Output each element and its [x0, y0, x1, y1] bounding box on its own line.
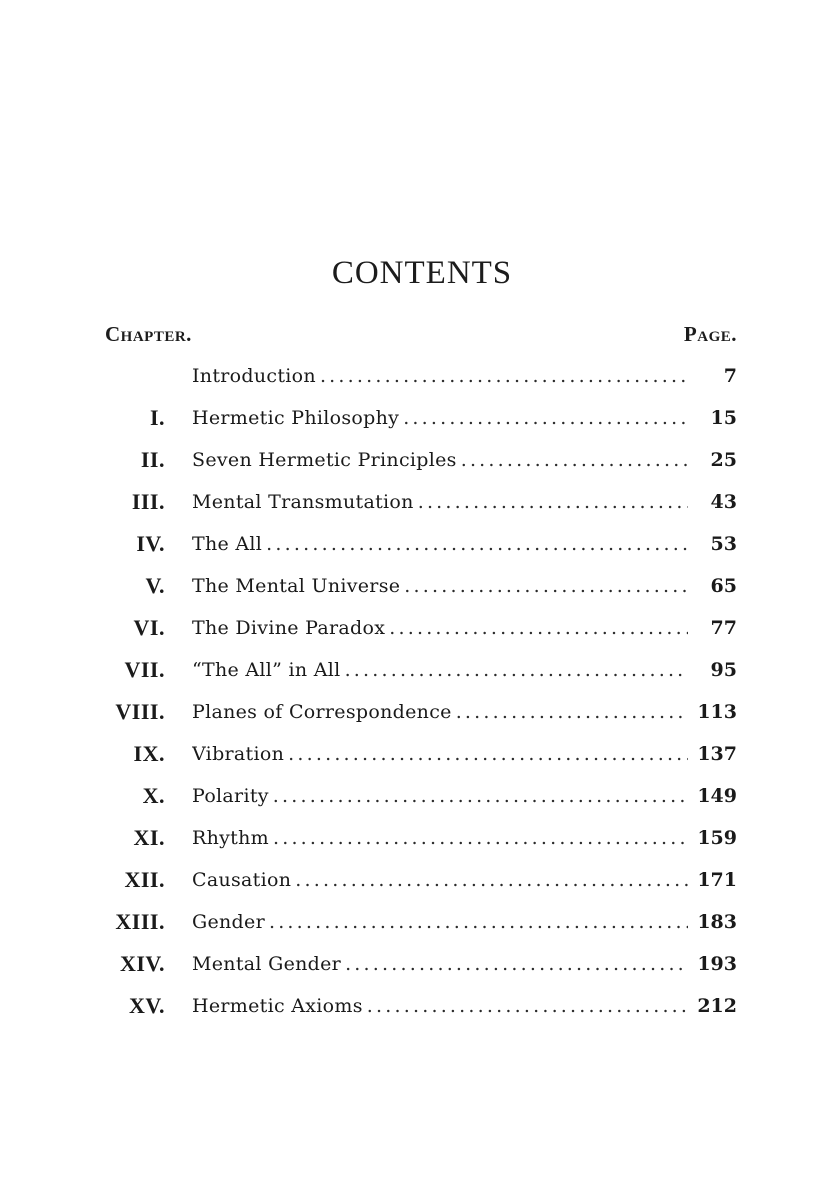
chapter-title: The Mental Universe [192, 575, 401, 597]
dot-leader [273, 776, 688, 816]
toc-entry-1 [0, 398, 840, 438]
toc-entry-12 [0, 860, 840, 900]
chapter-title: Hermetic Philosophy [192, 407, 400, 429]
dot-leader [456, 692, 688, 732]
dot-leader [404, 566, 688, 606]
chapter-title: Hermetic Axioms [192, 995, 363, 1017]
toc-entry-9 [0, 734, 840, 774]
chapter-numeral: I. [149, 405, 165, 430]
chapter-numeral: IV. [136, 531, 165, 556]
toc-entry-15 [0, 986, 840, 1026]
dot-leader [367, 986, 688, 1026]
chapter-title: The All [192, 533, 263, 555]
toc-entry-10 [0, 776, 840, 816]
chapter-title: Mental Gender [192, 953, 342, 975]
dot-leader [461, 440, 688, 480]
toc-entry-2 [0, 440, 840, 480]
page-number: 7 [723, 365, 737, 387]
chapter-numeral: XI. [133, 825, 165, 850]
chapter-title: The Divine Paradox [192, 617, 386, 639]
chapter-numeral: XIV. [119, 951, 165, 976]
dot-leader [403, 398, 688, 438]
page-number: 113 [697, 701, 737, 723]
dot-leader [295, 860, 688, 900]
chapter-title: Causation [192, 869, 292, 891]
page-number: 95 [710, 659, 737, 681]
page-number: 171 [697, 869, 737, 891]
dot-leader [320, 356, 688, 396]
chapter-numeral: II. [140, 447, 165, 472]
page-number: 25 [710, 449, 737, 471]
page-number: 137 [697, 743, 737, 765]
chapter-title: Gender [192, 911, 265, 933]
page-number: 183 [697, 911, 737, 933]
toc-entry-13 [0, 902, 840, 942]
chapter-title: “The All” in All [192, 659, 341, 681]
toc-entry-4 [0, 524, 840, 564]
page-number: 149 [697, 785, 737, 807]
toc-entry-introduction [0, 356, 840, 396]
dot-leader [273, 818, 688, 858]
chapter-numeral: XV. [129, 993, 165, 1018]
chapter-numeral: X. [142, 783, 165, 808]
toc-entry-6 [0, 608, 840, 648]
chapter-title: Introduction [192, 365, 316, 387]
page-number: 65 [710, 575, 737, 597]
toc-entry-14 [0, 944, 840, 984]
chapter-title: Seven Hermetic Principles [192, 449, 457, 471]
toc-entry-11 [0, 818, 840, 858]
page-number: 193 [697, 953, 737, 975]
chapter-numeral: IX. [133, 741, 165, 766]
toc-entry-5 [0, 566, 840, 606]
chapter-title: Mental Transmutation [192, 491, 414, 513]
toc-entry-8 [0, 692, 840, 732]
page-number: 212 [697, 995, 737, 1017]
chapter-column-header: Chapter. [105, 322, 192, 346]
page-number: 15 [710, 407, 737, 429]
dot-leader [418, 482, 688, 522]
page-number: 159 [697, 827, 737, 849]
chapter-title: Rhythm [192, 827, 269, 849]
chapter-numeral: VIII. [115, 699, 165, 724]
chapter-numeral: VI. [133, 615, 165, 640]
dot-leader [345, 944, 688, 984]
dot-leader [389, 608, 688, 648]
chapter-numeral: VII. [124, 657, 165, 682]
page-number: 43 [710, 491, 737, 513]
dot-leader [288, 734, 688, 774]
chapter-numeral: XIII. [115, 909, 165, 934]
dot-leader [266, 524, 688, 564]
chapter-title: Vibration [192, 743, 285, 765]
dot-leader [345, 650, 688, 690]
chapter-numeral: III. [131, 489, 165, 514]
chapter-numeral: V. [145, 573, 165, 598]
page-number: 77 [710, 617, 737, 639]
dot-leader [269, 902, 688, 942]
contents-heading: CONTENTS [331, 255, 513, 291]
chapter-title: Planes of Correspondence [192, 701, 452, 723]
chapter-numeral: XII. [124, 867, 165, 892]
toc-entry-3 [0, 482, 840, 522]
chapter-title: Polarity [192, 785, 269, 807]
toc-entry-7 [0, 650, 840, 690]
page-number: 53 [710, 533, 737, 555]
page-column-header: Page. [683, 322, 737, 346]
